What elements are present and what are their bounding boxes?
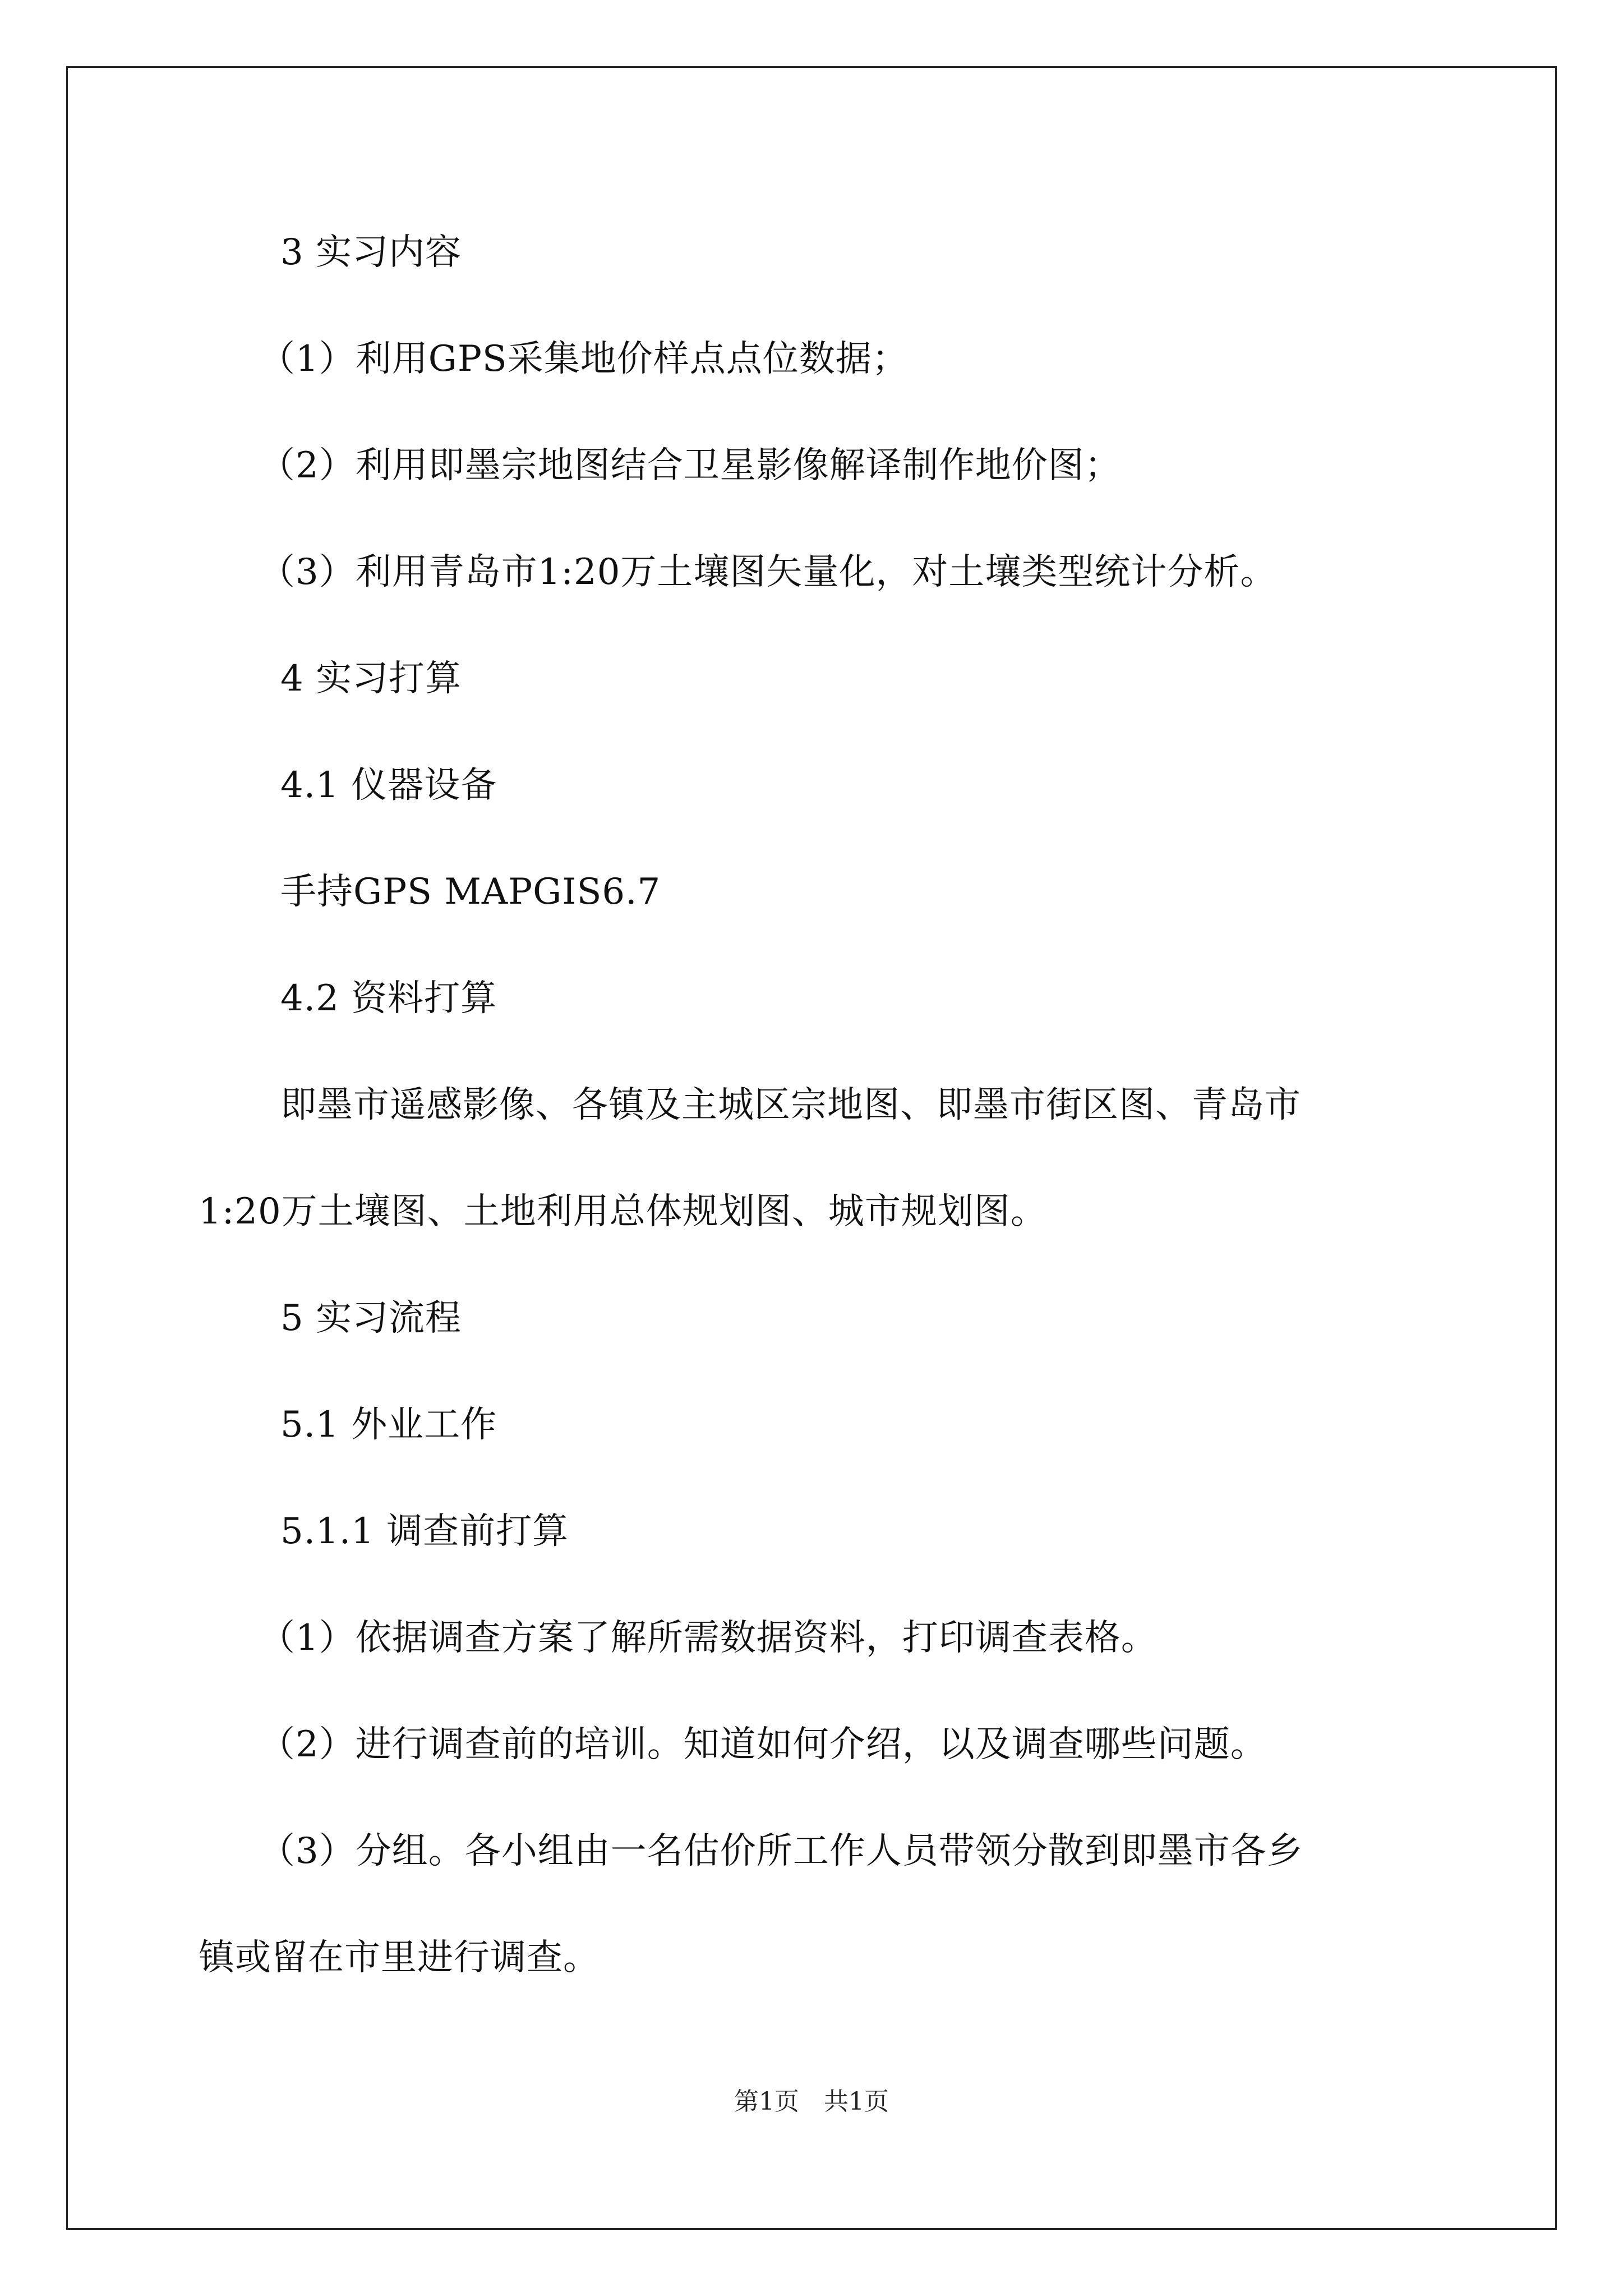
section-heading-5: 5 实习流程: [280, 1297, 462, 1339]
page-footer: 第1页 共1页: [734, 2087, 889, 2116]
prep-item-2: （2）进行调查前的培训。知道如何介绍，以及调查哪些问题。: [259, 1724, 1267, 1765]
page-border: [66, 66, 1557, 2230]
subsection-heading-4-1: 4.1 仪器设备: [280, 765, 497, 806]
equipment-text: 手持GPS MAPGIS6.7: [280, 871, 661, 913]
content-item-2: （2）利用即墨宗地图结合卫星影像解译制作地价图；: [259, 445, 1121, 486]
content-item-1: （1）利用GPS采集地价样点点位数据；: [259, 338, 909, 380]
materials-text-line-1: 即墨市遥感影像、各镇及主城区宗地图、即墨市街区图、青岛市: [280, 1084, 1301, 1126]
prep-item-3-line-2: 镇或留在市里进行调查。: [199, 1937, 600, 1978]
section-heading-3: 3 实习内容: [280, 232, 462, 273]
prep-item-1: （1）依据调查方案了解所需数据资料，打印调查表格。: [259, 1617, 1158, 1659]
subsection-heading-4-2: 4.2 资料打算: [280, 978, 497, 1019]
subsection-heading-5-1: 5.1 外业工作: [280, 1404, 497, 1446]
subsection-heading-5-1-1: 5.1.1 调查前打算: [280, 1511, 569, 1552]
materials-text-line-2: 1:20万土壤图、土地利用总体规划图、城市规划图。: [199, 1191, 1047, 1232]
prep-item-3-line-1: （3）分组。各小组由一名估价所工作人员带领分散到即墨市各乡: [259, 1830, 1303, 1872]
section-heading-4: 4 实习打算: [280, 658, 462, 700]
content-item-3: （3）利用青岛市1:20万土壤图矢量化，对土壤类型统计分析。: [259, 551, 1277, 593]
